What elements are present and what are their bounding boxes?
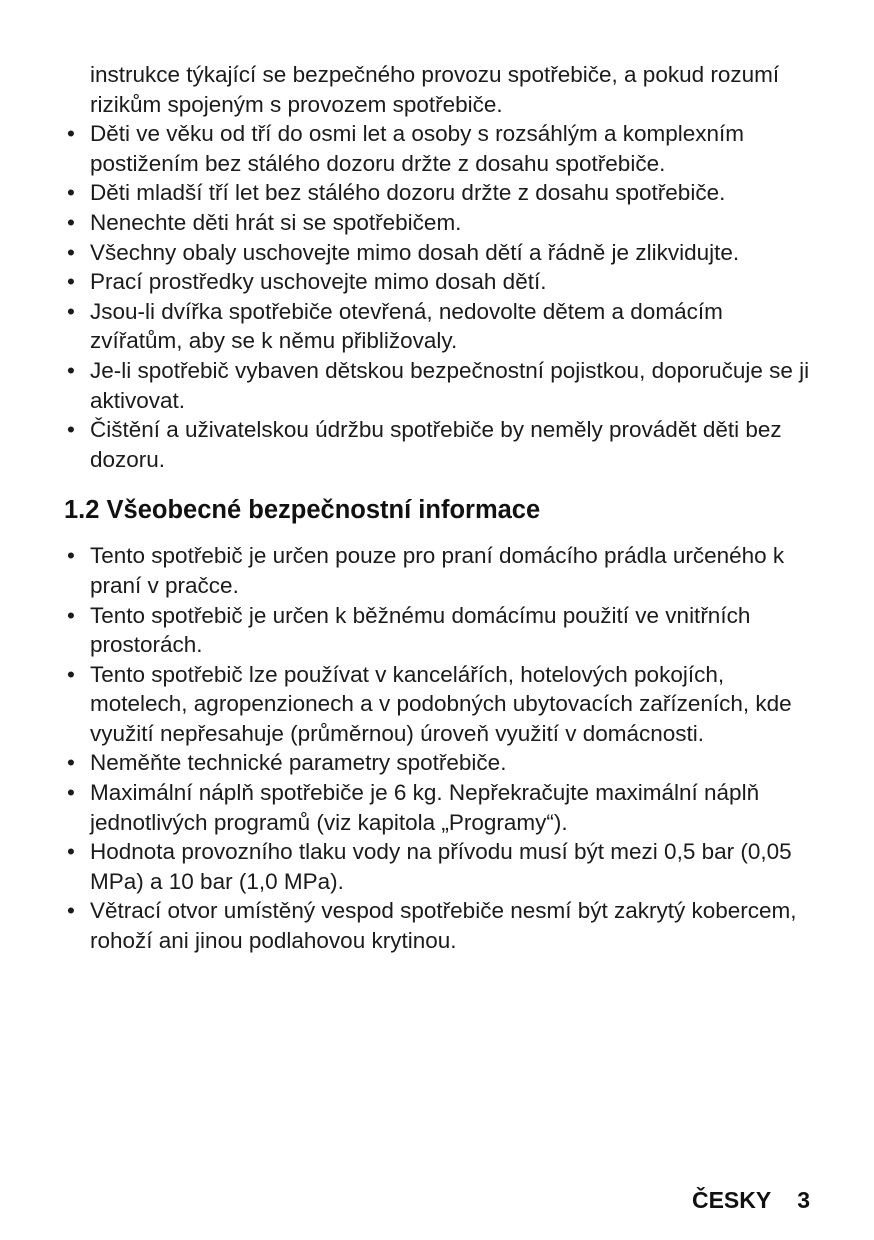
bullet-marker: •: [67, 417, 75, 443]
list-item: [64, 837, 812, 896]
paragraph-continuation: instrukce týkající se bezpečného provozu spotřebiče, a pokud rozumí rizikům spojeným s provozem spotřebiče.: [90, 62, 780, 117]
bullet-marker: •: [67, 239, 75, 265]
list-item: [64, 356, 812, 415]
section-heading: 1.2 Všeobecné bezpečnostní informace: [64, 496, 541, 525]
list-item-text: Tento spotřebič je určen k běžnému domácímu použití ve vnitřních prostorách.: [90, 602, 751, 658]
bullet-marker: •: [67, 269, 75, 295]
list-item: [64, 748, 812, 778]
footer-language-label: ČESKY: [691, 1187, 772, 1213]
list-item: [64, 896, 812, 955]
list-item: [64, 601, 812, 660]
bullet-marker: •: [67, 661, 75, 687]
list-item-text: Hodnota provozního tlaku vody na přívodu musí být mezi 0,5 bar (0,05 MPa) a 10 bar (1,0 MPa).: [90, 839, 792, 894]
list-item: [64, 238, 812, 268]
list-item: [64, 660, 812, 749]
page-footer: [692, 1187, 810, 1214]
bullet-marker: •: [67, 209, 75, 235]
bullet-marker: •: [67, 839, 75, 865]
list-item-text: Tento spotřebič je určen pouze pro praní domácího prádla určeného k praní v pračce.: [90, 543, 785, 598]
list-item-text: Maximální náplň spotřebiče je 6 kg. Nepřekračujte maximální náplň jednotlivých programů (viz kapitola „Programy“).: [90, 780, 760, 835]
list-item-text: Děti mladší tří let bez stálého dozoru držte z dosahu spotřebiče.: [90, 180, 726, 206]
list-item: [64, 415, 812, 474]
list-item-text: Děti ve věku od tří do osmi let a osoby s rozsáhlým a komplexním postižením bez stálého dozoru držte z dosahu spotřebiče.: [90, 121, 745, 176]
list-item-text: Je-li spotřebič vybaven dětskou bezpečnostní pojistkou, doporučuje se ji aktivovat.: [90, 357, 810, 413]
bullet-marker: •: [67, 602, 75, 628]
general-safety-bullet-list: [64, 541, 812, 955]
footer-page-number: 3: [797, 1187, 810, 1213]
list-item-text: Větrací otvor umístěný vespod spotřebiče nesmí být zakrytý kobercem, rohoží ani jinou podlahovou krytinou.: [90, 898, 797, 954]
list-item: [64, 778, 812, 837]
list-item: [64, 541, 812, 600]
list-item-text: Jsou-li dvířka spotřebiče otevřená, nedovolte dětem a domácím zvířatům, aby se k němu přibližovaly.: [90, 298, 723, 354]
bullet-marker: •: [67, 298, 75, 324]
bullet-marker: •: [67, 357, 75, 383]
list-item-text: Všechny obaly uschovejte mimo dosah dětí a řádně je zlikvidujte.: [90, 239, 740, 265]
list-item-text: Čištění a uživatelskou údržbu spotřebiče by neměly provádět děti bez dozoru.: [90, 417, 782, 472]
list-item-text: Nenechte děti hrát si se spotřebičem.: [90, 209, 462, 235]
list-item-text: Neměňte technické parametry spotřebiče.: [90, 750, 507, 776]
list-item: [64, 267, 812, 297]
bullet-marker: •: [67, 543, 75, 569]
list-item: [64, 297, 812, 356]
bullet-marker: •: [67, 898, 75, 924]
bullet-marker: •: [67, 780, 75, 806]
bullet-marker: •: [67, 180, 75, 206]
bullet-marker: •: [67, 121, 75, 147]
list-item: [64, 178, 812, 208]
list-item: [64, 208, 812, 238]
list-item-text: Tento spotřebič lze používat v kancelářích, hotelových pokojích, motelech, agropenzionech a v podobných ubytovacích zařízeních, kde využití nepřesahuje (průměrnou) úroveň využití v domácnosti.: [90, 661, 792, 746]
bullet-marker: •: [67, 750, 75, 776]
list-item: [64, 119, 812, 178]
list-item-text: Prací prostředky uschovejte mimo dosah dětí.: [90, 269, 547, 295]
safety-children-bullet-list: [64, 119, 812, 474]
